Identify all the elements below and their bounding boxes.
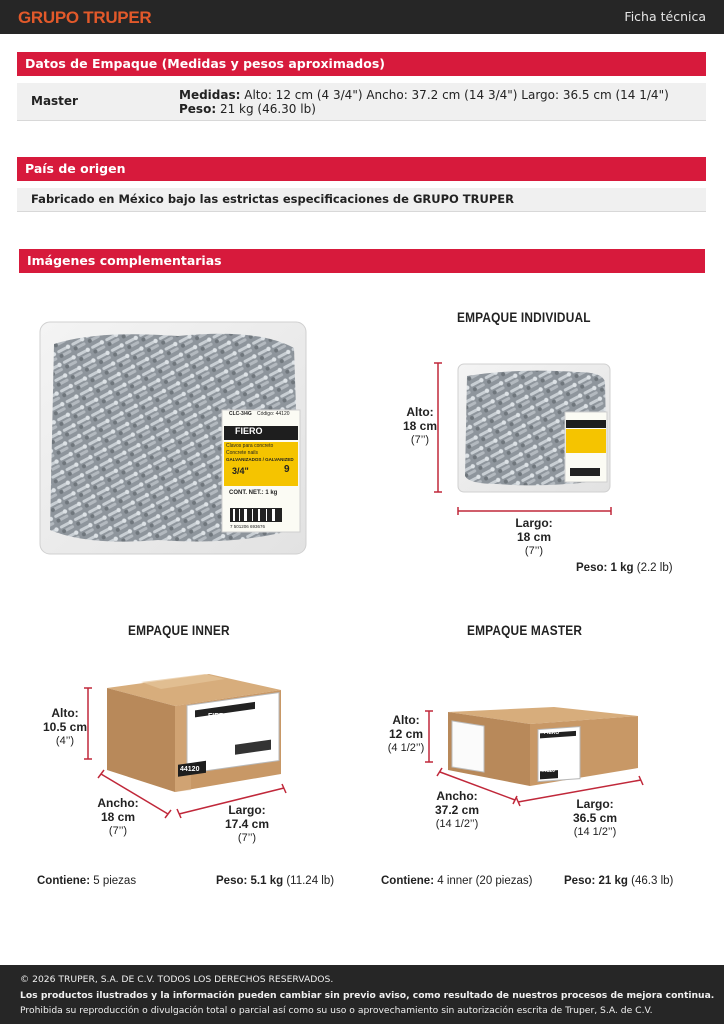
section-imagenes-header: Imágenes complementarias [19, 249, 705, 273]
master-contiene-label: Contiene: [381, 875, 435, 887]
inner-largo [220, 804, 274, 846]
peso-label: Peso: [179, 102, 217, 116]
individual-largo-line [457, 506, 613, 516]
bag-label-cont: CONT. NET.: 1 kg [229, 490, 278, 496]
inner-peso-kg: 5.1 kg [250, 875, 284, 887]
individual-peso [576, 562, 673, 574]
master-peso-label: Peso: [564, 875, 596, 887]
inner-box-number: 44120 [180, 766, 200, 773]
master-contiene [381, 875, 532, 887]
master-ancho-label: Ancho: [436, 789, 478, 803]
bag-label-barcode: 7 501206 693676 [230, 524, 266, 529]
master-alto-in: (4 1/2’’) [387, 742, 425, 754]
master-alto-label: Alto: [392, 713, 420, 727]
master-box-number: 44120 [541, 768, 555, 774]
master-box-brand: FIERO [544, 730, 560, 736]
bag-label-size: 3/4" [232, 466, 249, 476]
individual-largo-cm: 18 cm [516, 529, 552, 544]
bag-label-line2: Concrete nails [226, 450, 258, 456]
bag-label-line3: GALVANIZADOS / GALVANIZED [226, 457, 294, 462]
individual-alto-in: (7’’) [410, 434, 430, 446]
individual-alto-cm: 18 cm [402, 418, 438, 433]
medidas-text: Alto: 12 cm (4 3/4") Ancho: 37.2 cm (14 3/4") Largo: 36.5 cm (14 1/4") [240, 88, 669, 102]
inner-alto [40, 707, 90, 749]
empaque-master-row [17, 83, 706, 121]
bag-label-calibre: 9 [284, 464, 290, 475]
inner-ancho-in: (7’’) [108, 825, 128, 837]
inner-ancho [94, 797, 142, 839]
master-ancho-cm: 37.2 cm [434, 802, 480, 817]
master-ancho [430, 790, 484, 832]
caption-empaque-master: EMPAQUE MASTER [467, 623, 583, 638]
product-bag-image [38, 318, 310, 558]
master-peso [564, 875, 673, 887]
peso-text: 21 kg (46.30 lb) [216, 102, 316, 116]
master-alto-cm: 12 cm [388, 726, 424, 741]
master-ancho-in: (14 1/2’’) [435, 818, 479, 830]
individual-largo-in: (7’’) [524, 545, 544, 557]
inner-ancho-cm: 18 cm [100, 809, 136, 824]
inner-peso-lb: (11.24 lb) [286, 875, 335, 887]
top-bar [0, 0, 724, 34]
inner-peso-label: Peso: [216, 875, 248, 887]
brand-logo: GRUPO TRUPER [18, 8, 152, 27]
individual-largo-label: Largo: [515, 516, 553, 530]
individual-bag-image [457, 362, 613, 494]
inner-box-brand: FIERO [208, 713, 230, 720]
master-contiene-value: 4 inner (20 piezas) [437, 875, 533, 887]
individual-alto [398, 406, 442, 448]
inner-alto-label: Alto: [51, 706, 79, 720]
bag-label-line1: Clavos para concreto [226, 443, 274, 449]
footer-legal: Prohibida su reproducción o divulgación total o parcial así como su uso o aprovechamiento sin autorización escrita de Truper, S.A. de C.V. [20, 1005, 653, 1016]
caption-empaque-individual: EMPAQUE INDIVIDUAL [457, 310, 591, 325]
master-largo-label: Largo: [576, 797, 614, 811]
inner-largo-label: Largo: [228, 803, 266, 817]
origen-text: Fabricado en México bajo las estrictas especificaciones de GRUPO TRUPER [31, 192, 514, 206]
inner-ancho-label: Ancho: [97, 796, 139, 810]
inner-contiene [37, 875, 136, 887]
doc-title: Ficha técnica [624, 9, 706, 24]
bag-label-brand: FIERO [235, 426, 263, 436]
bag-label-clave: CLC-3/4G [229, 411, 252, 417]
inner-largo-cm: 17.4 cm [224, 816, 270, 831]
individual-alto-label: Alto: [406, 405, 434, 419]
medidas-label: Medidas: [179, 88, 241, 102]
master-value [179, 88, 699, 116]
section-empaque-header: Datos de Empaque (Medidas y pesos aproximados) [17, 52, 706, 76]
caption-empaque-inner: EMPAQUE INNER [128, 623, 230, 638]
inner-contiene-label: Contiene: [37, 875, 91, 887]
bag-label-codigo: Código: 44120 [257, 411, 290, 417]
inner-peso [216, 875, 334, 887]
master-label: Master [31, 94, 78, 108]
master-largo-cm: 36.5 cm [572, 810, 618, 825]
master-largo [566, 798, 624, 840]
footer-copyright: © 2026 TRUPER, S.A. DE C.V. TODOS LOS DERECHOS RESERVADOS. [20, 974, 334, 985]
inner-alto-in: (4’’) [55, 735, 75, 747]
origen-row [17, 188, 706, 212]
master-largo-in: (14 1/2’’) [573, 826, 617, 838]
individual-peso-label: Peso: [576, 562, 608, 574]
inner-contiene-value: 5 piezas [93, 875, 137, 887]
footer-notice: Los productos ilustrados y la información pueden cambiar sin previo aviso, como resultado de nuestros procesos de mejora continua. [20, 989, 715, 1001]
master-peso-kg: 21 kg [598, 875, 628, 887]
inner-largo-in: (7’’) [237, 832, 257, 844]
individual-peso-lb: (2.2 lb) [636, 562, 673, 574]
individual-peso-kg: 1 kg [610, 562, 634, 574]
master-peso-lb: (46.3 lb) [631, 875, 674, 887]
footer [0, 965, 724, 1024]
inner-alto-cm: 10.5 cm [42, 719, 88, 734]
master-alto [384, 714, 428, 756]
individual-largo [506, 517, 562, 559]
section-origen-header: País de origen [17, 157, 706, 181]
